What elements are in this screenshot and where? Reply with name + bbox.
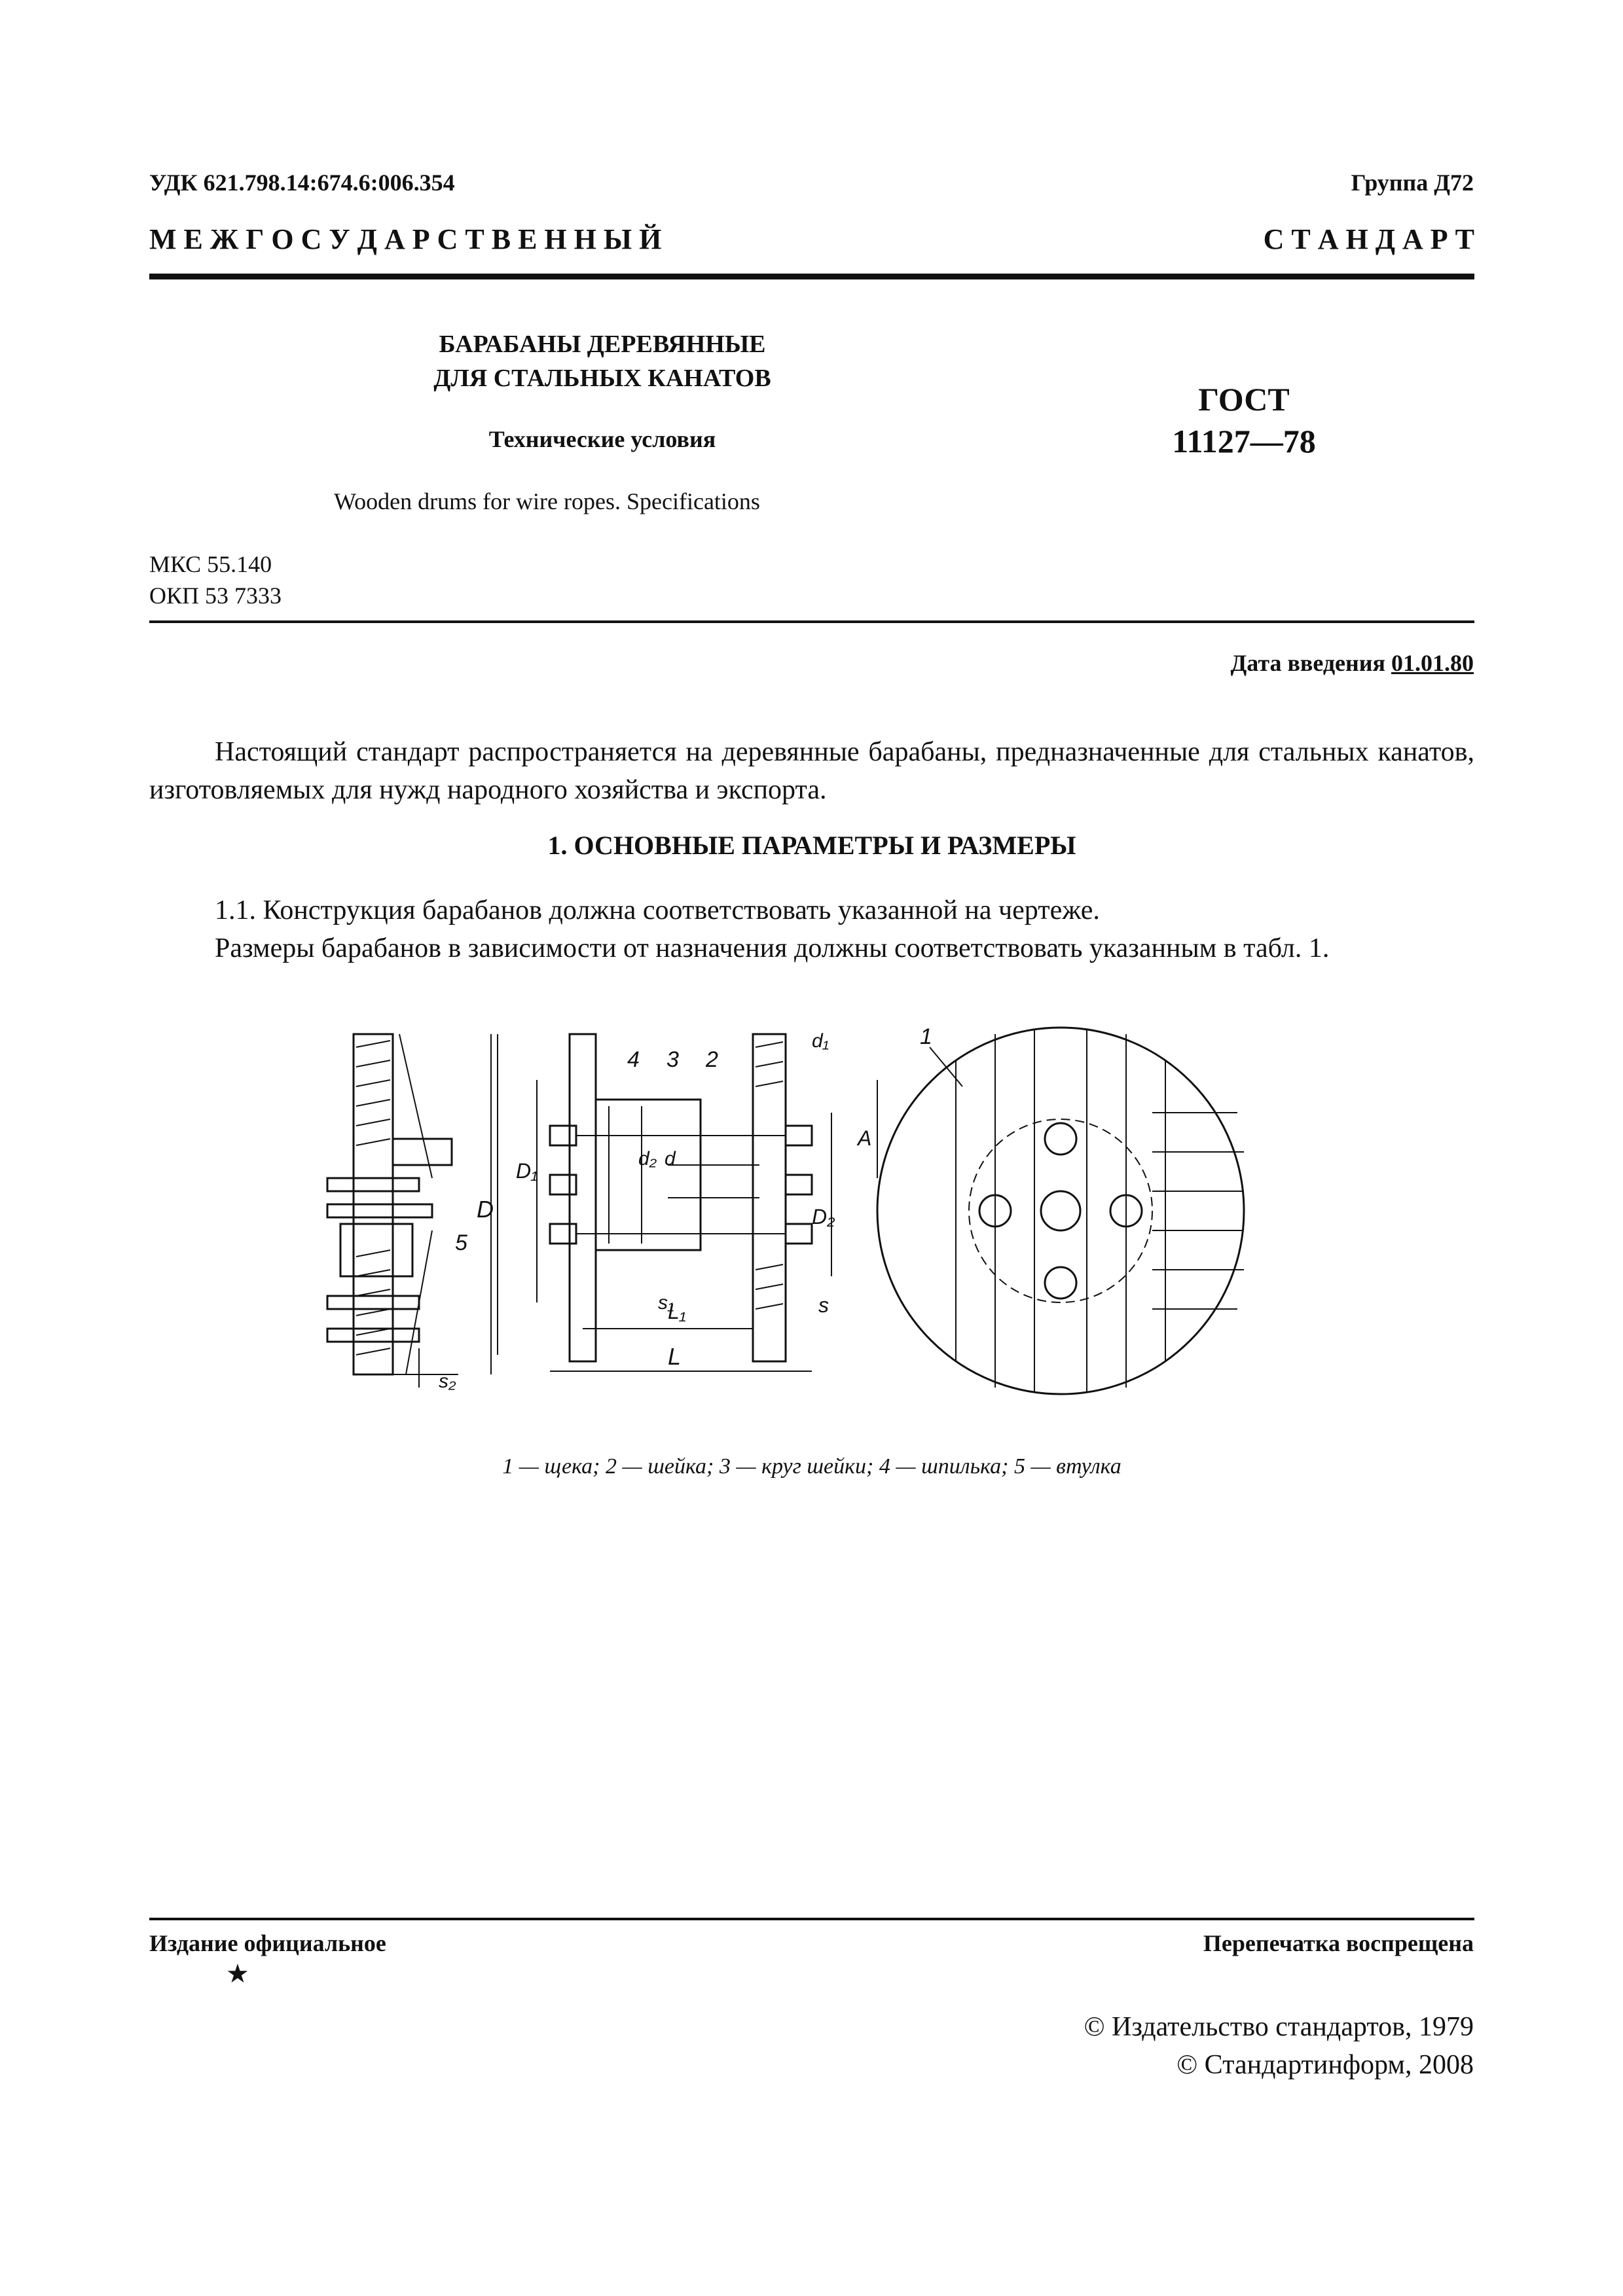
- drawing-caption: 1 — щека; 2 — шейка; 3 — круг шейки; 4 — шпилька; 5 — втулка: [502, 1454, 1122, 1479]
- intro-paragraph: [149, 733, 1474, 809]
- label-s: s: [818, 1293, 829, 1317]
- okp-code: ОКП 53 7333: [149, 583, 282, 609]
- title-line-2: ДЛЯ СТАЛЬНЫХ КАНАТОВ: [433, 365, 771, 392]
- section-title: 1. ОСНОВНЫЕ ПАРАМЕТРЫ И РАЗМЕРЫ: [547, 831, 1076, 860]
- standard-type-line: [149, 223, 1474, 256]
- gost-number: 11127—78: [1172, 423, 1316, 459]
- date-value: 01.01.80: [1391, 650, 1474, 676]
- clause-1-1-text: 1.1. Конструкция барабанов должна соответствовать указанной на чертеже.: [215, 895, 1100, 925]
- header-rule: [149, 274, 1474, 279]
- left-partial-view: [327, 1034, 467, 1392]
- gost-designation: [1113, 378, 1375, 462]
- label-5: 5: [455, 1230, 467, 1255]
- footer-rule: [149, 1918, 1474, 1920]
- title-line-1: БАРАБАНЫ ДЕРЕВЯННЫЕ: [439, 331, 766, 358]
- document-subtitle: Технические условия: [488, 426, 716, 452]
- group-code: Группа Д72: [1351, 170, 1474, 196]
- label-1: 1: [920, 1024, 932, 1049]
- label-D1: D₁: [516, 1159, 538, 1183]
- label-3: 3: [666, 1047, 679, 1072]
- label-2: 2: [706, 1047, 718, 1072]
- label-D: D: [477, 1196, 494, 1223]
- official-edition: Издание официальное: [149, 1930, 386, 1956]
- classification-codes: [149, 548, 282, 611]
- drum-drawing: [301, 1008, 1257, 1414]
- label-s1: s₁: [658, 1292, 674, 1314]
- label-D2: D₂: [812, 1205, 835, 1229]
- front-view: [877, 1024, 1244, 1394]
- reprint-prohibited: Перепечатка воспрещена: [1203, 1930, 1474, 1956]
- label-4: 4: [627, 1047, 640, 1072]
- copyright-block: [1084, 2008, 1474, 2084]
- mks-code: МКС 55.140: [149, 551, 272, 577]
- label-d1: d₁: [812, 1030, 830, 1052]
- intro-text: Настоящий стандарт распространяется на деревянные барабаны, предназначенные для стальных канатов, изготовляемых для нужд народного хозяйства и экспорта.: [149, 737, 1474, 805]
- label-L: L: [668, 1343, 682, 1370]
- label-d: d: [665, 1148, 676, 1170]
- label-A: A: [858, 1126, 872, 1150]
- copyright-1979: © Издательство стандартов, 1979: [1084, 2012, 1474, 2042]
- clause-1-1-text-b: Размеры барабанов в зависимости от назначения должны соответствовать указанным в табл. 1.: [215, 933, 1330, 963]
- label-s2: s₂: [439, 1371, 456, 1392]
- label-d2: d₂: [638, 1148, 657, 1170]
- star-mark: ★: [226, 1959, 249, 1988]
- effective-date: [1231, 649, 1474, 677]
- label-L1: L₁: [668, 1300, 686, 1323]
- document-title: [367, 327, 838, 395]
- codes-rule: [149, 620, 1474, 623]
- udk-code: УДК 621.798.14:674.6:006.354: [149, 170, 455, 196]
- clause-1-1: [215, 891, 1478, 967]
- english-title: Wooden drums for wire ropes. Specifications: [334, 488, 760, 514]
- copyright-2008: © Стандартинформ, 2008: [1176, 2050, 1474, 2080]
- standard-type-right: С Т А Н Д А Р Т: [1263, 223, 1474, 255]
- date-label: Дата введения: [1230, 650, 1385, 676]
- standard-type-left: М Е Ж Г О С У Д А Р С Т В Е Н Н Ы Й: [149, 223, 662, 255]
- gost-label: ГОСТ: [1198, 381, 1290, 418]
- section-view: [477, 1030, 877, 1374]
